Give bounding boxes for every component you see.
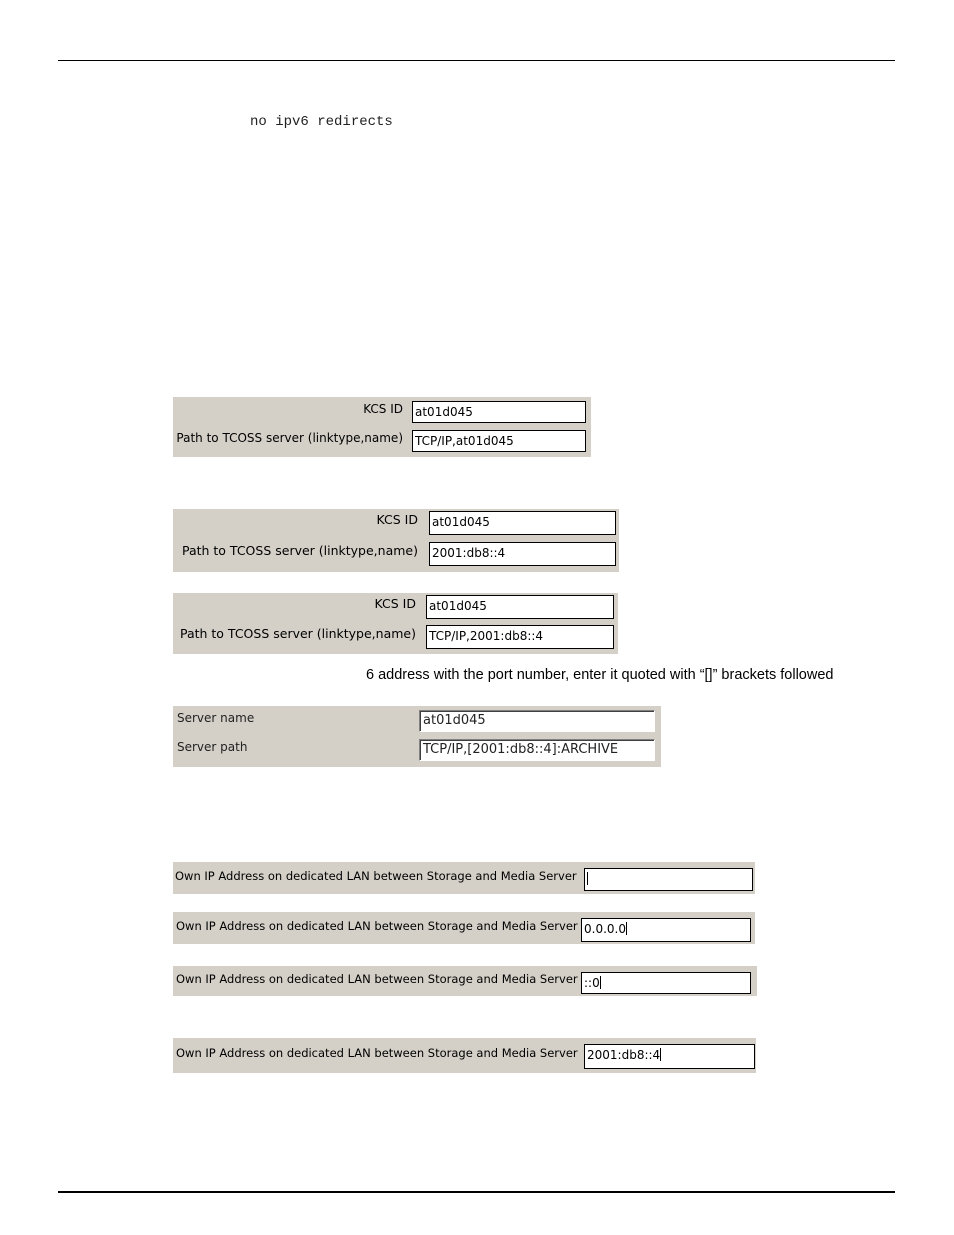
server-path-label: Server path bbox=[177, 740, 248, 754]
kcs-id-label: KCS ID bbox=[363, 402, 403, 416]
text-cursor bbox=[587, 872, 588, 885]
ip-address-label: Own IP Address on dedicated LAN between Storage and Media Server bbox=[176, 919, 578, 933]
tcoss-path-label: Path to TCOSS server (linktype,name) bbox=[181, 543, 418, 558]
kcs-settings-panel-2 bbox=[173, 509, 619, 572]
server-name-label: Server name bbox=[177, 711, 255, 725]
body-paragraph: 6 address with the port number, enter it quoted with “[]” brackets followed bbox=[366, 667, 834, 683]
text-cursor bbox=[660, 1048, 661, 1061]
ip-address-field[interactable]: 0.0.0.0 bbox=[581, 918, 751, 942]
tcoss-path-field[interactable]: TCP/IP,at01d045 bbox=[412, 430, 586, 452]
ip-address-label: Own IP Address on dedicated LAN between Storage and Media Server bbox=[176, 972, 578, 986]
kcs-id-field[interactable]: at01d045 bbox=[412, 401, 586, 423]
ip-address-label: Own IP Address on dedicated LAN between Storage and Media Server bbox=[175, 869, 577, 883]
server-path-field[interactable]: TCP/IP,[2001:db8::4]:ARCHIVE bbox=[419, 739, 655, 761]
ip-address-panel-1 bbox=[173, 862, 755, 894]
ip-address-panel-4 bbox=[173, 1038, 756, 1073]
ip-address-panel-2 bbox=[173, 912, 755, 944]
kcs-id-label: KCS ID bbox=[374, 596, 416, 611]
ip-address-field[interactable]: 2001:db8::4 bbox=[584, 1044, 755, 1069]
text-cursor bbox=[600, 976, 601, 989]
header-rule bbox=[58, 60, 895, 61]
kcs-id-label: KCS ID bbox=[376, 512, 418, 527]
tcoss-path-field[interactable]: TCP/IP,2001:db8::4 bbox=[426, 625, 614, 649]
tcoss-path-field[interactable]: 2001:db8::4 bbox=[429, 542, 616, 566]
ip-address-panel-3 bbox=[173, 966, 757, 996]
kcs-id-field[interactable]: at01d045 bbox=[429, 511, 616, 535]
text-cursor bbox=[626, 922, 627, 935]
ip-address-field[interactable]: ::0 bbox=[581, 972, 751, 994]
kcs-settings-panel-1 bbox=[173, 397, 591, 457]
footer-rule bbox=[58, 1191, 895, 1193]
server-settings-panel bbox=[173, 706, 661, 767]
server-name-field[interactable]: at01d045 bbox=[419, 710, 655, 732]
tcoss-path-label: Path to TCOSS server (linktype,name) bbox=[176, 431, 403, 445]
kcs-id-field[interactable]: at01d045 bbox=[426, 595, 614, 619]
ip-address-label: Own IP Address on dedicated LAN between Storage and Media Server bbox=[176, 1046, 578, 1060]
kcs-settings-panel-3 bbox=[173, 593, 618, 654]
tcoss-path-label: Path to TCOSS server (linktype,name) bbox=[179, 626, 416, 641]
code-line: no ipv6 redirects bbox=[250, 114, 393, 130]
ip-address-field[interactable] bbox=[584, 868, 753, 891]
